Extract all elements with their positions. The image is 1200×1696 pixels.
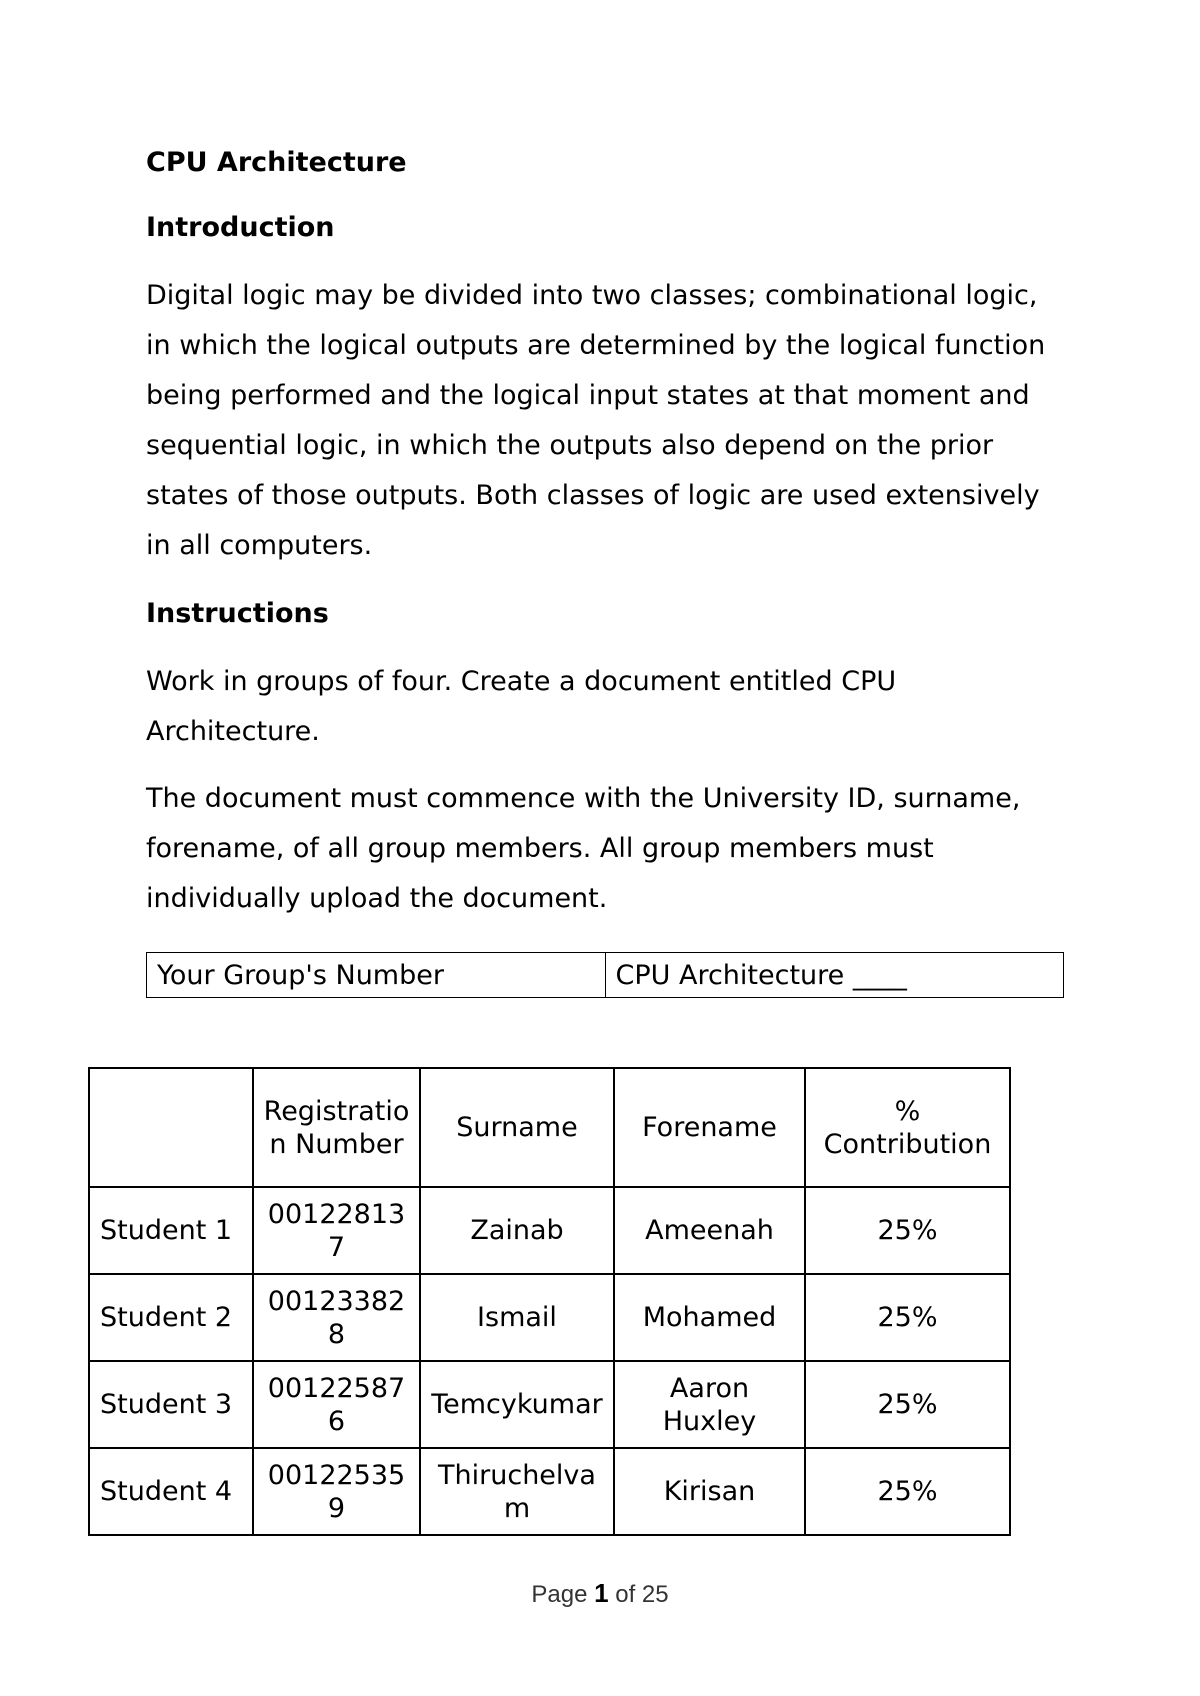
student-label: Student 4 (89, 1448, 253, 1535)
student-label: Student 2 (89, 1274, 253, 1361)
introduction-paragraph: Digital logic may be divided into two classes; combinational logic, in which the logical outputs are determined by the logical function being performed and the logical input states at that moment and sequential logic, in which the outputs also depend on the prior states of those outputs. Both classes of logic are used extensively in all computers. (146, 280, 1046, 561)
introduction-heading: Introduction (146, 212, 335, 243)
student-label: Student 3 (89, 1361, 253, 1448)
document-title: CPU Architecture (146, 147, 407, 178)
header-registration: Registration Number (253, 1068, 420, 1187)
group-number-table (146, 952, 1064, 998)
contribution: 25% (805, 1361, 1010, 1448)
contribution: 25% (805, 1274, 1010, 1361)
forename: Mohamed (614, 1274, 805, 1361)
surname: Thiruchelvam (420, 1448, 614, 1535)
total-pages: 25 (641, 1581, 669, 1608)
registration-number: 001225876 (253, 1361, 420, 1448)
surname: Temcykumar (420, 1361, 614, 1448)
header-contribution: % Contribution (805, 1068, 1010, 1187)
instructions-paragraph-1: Work in groups of four. Create a document entitled CPU Architecture. (146, 666, 897, 747)
table-row (147, 953, 1064, 998)
header-surname: Surname (420, 1068, 614, 1187)
forename: Ameenah (614, 1187, 805, 1274)
instructions-paragraph-2: The document must commence with the University ID, surname, forename, of all group members. All group members must individually upload the document. (146, 783, 1021, 914)
table-header-row (89, 1068, 1010, 1187)
table-row (89, 1187, 1010, 1274)
header-empty (89, 1068, 253, 1187)
current-page-number: 1 (594, 1578, 609, 1608)
contribution: 25% (805, 1448, 1010, 1535)
surname: Ismail (420, 1274, 614, 1361)
student-label: Student 1 (89, 1187, 253, 1274)
table-row (89, 1274, 1010, 1361)
registration-number: 001233828 (253, 1274, 420, 1361)
registration-number: 001225359 (253, 1448, 420, 1535)
table-row (89, 1361, 1010, 1448)
table-row (89, 1448, 1010, 1535)
header-forename: Forename (614, 1068, 805, 1187)
group-number-label: Your Group's Number (147, 953, 606, 998)
forename: Aaron Huxley (614, 1361, 805, 1448)
page-footer (0, 1578, 1200, 1609)
registration-number: 001228137 (253, 1187, 420, 1274)
of-word: of (615, 1581, 636, 1608)
forename: Kirisan (614, 1448, 805, 1535)
page-body (146, 140, 1066, 924)
contribution: 25% (805, 1187, 1010, 1274)
surname: Zainab (420, 1187, 614, 1274)
students-table (88, 1067, 1011, 1536)
group-number-value: CPU Architecture ____ (605, 953, 1064, 998)
instructions-heading: Instructions (146, 598, 329, 629)
page-word: Page (531, 1581, 588, 1608)
